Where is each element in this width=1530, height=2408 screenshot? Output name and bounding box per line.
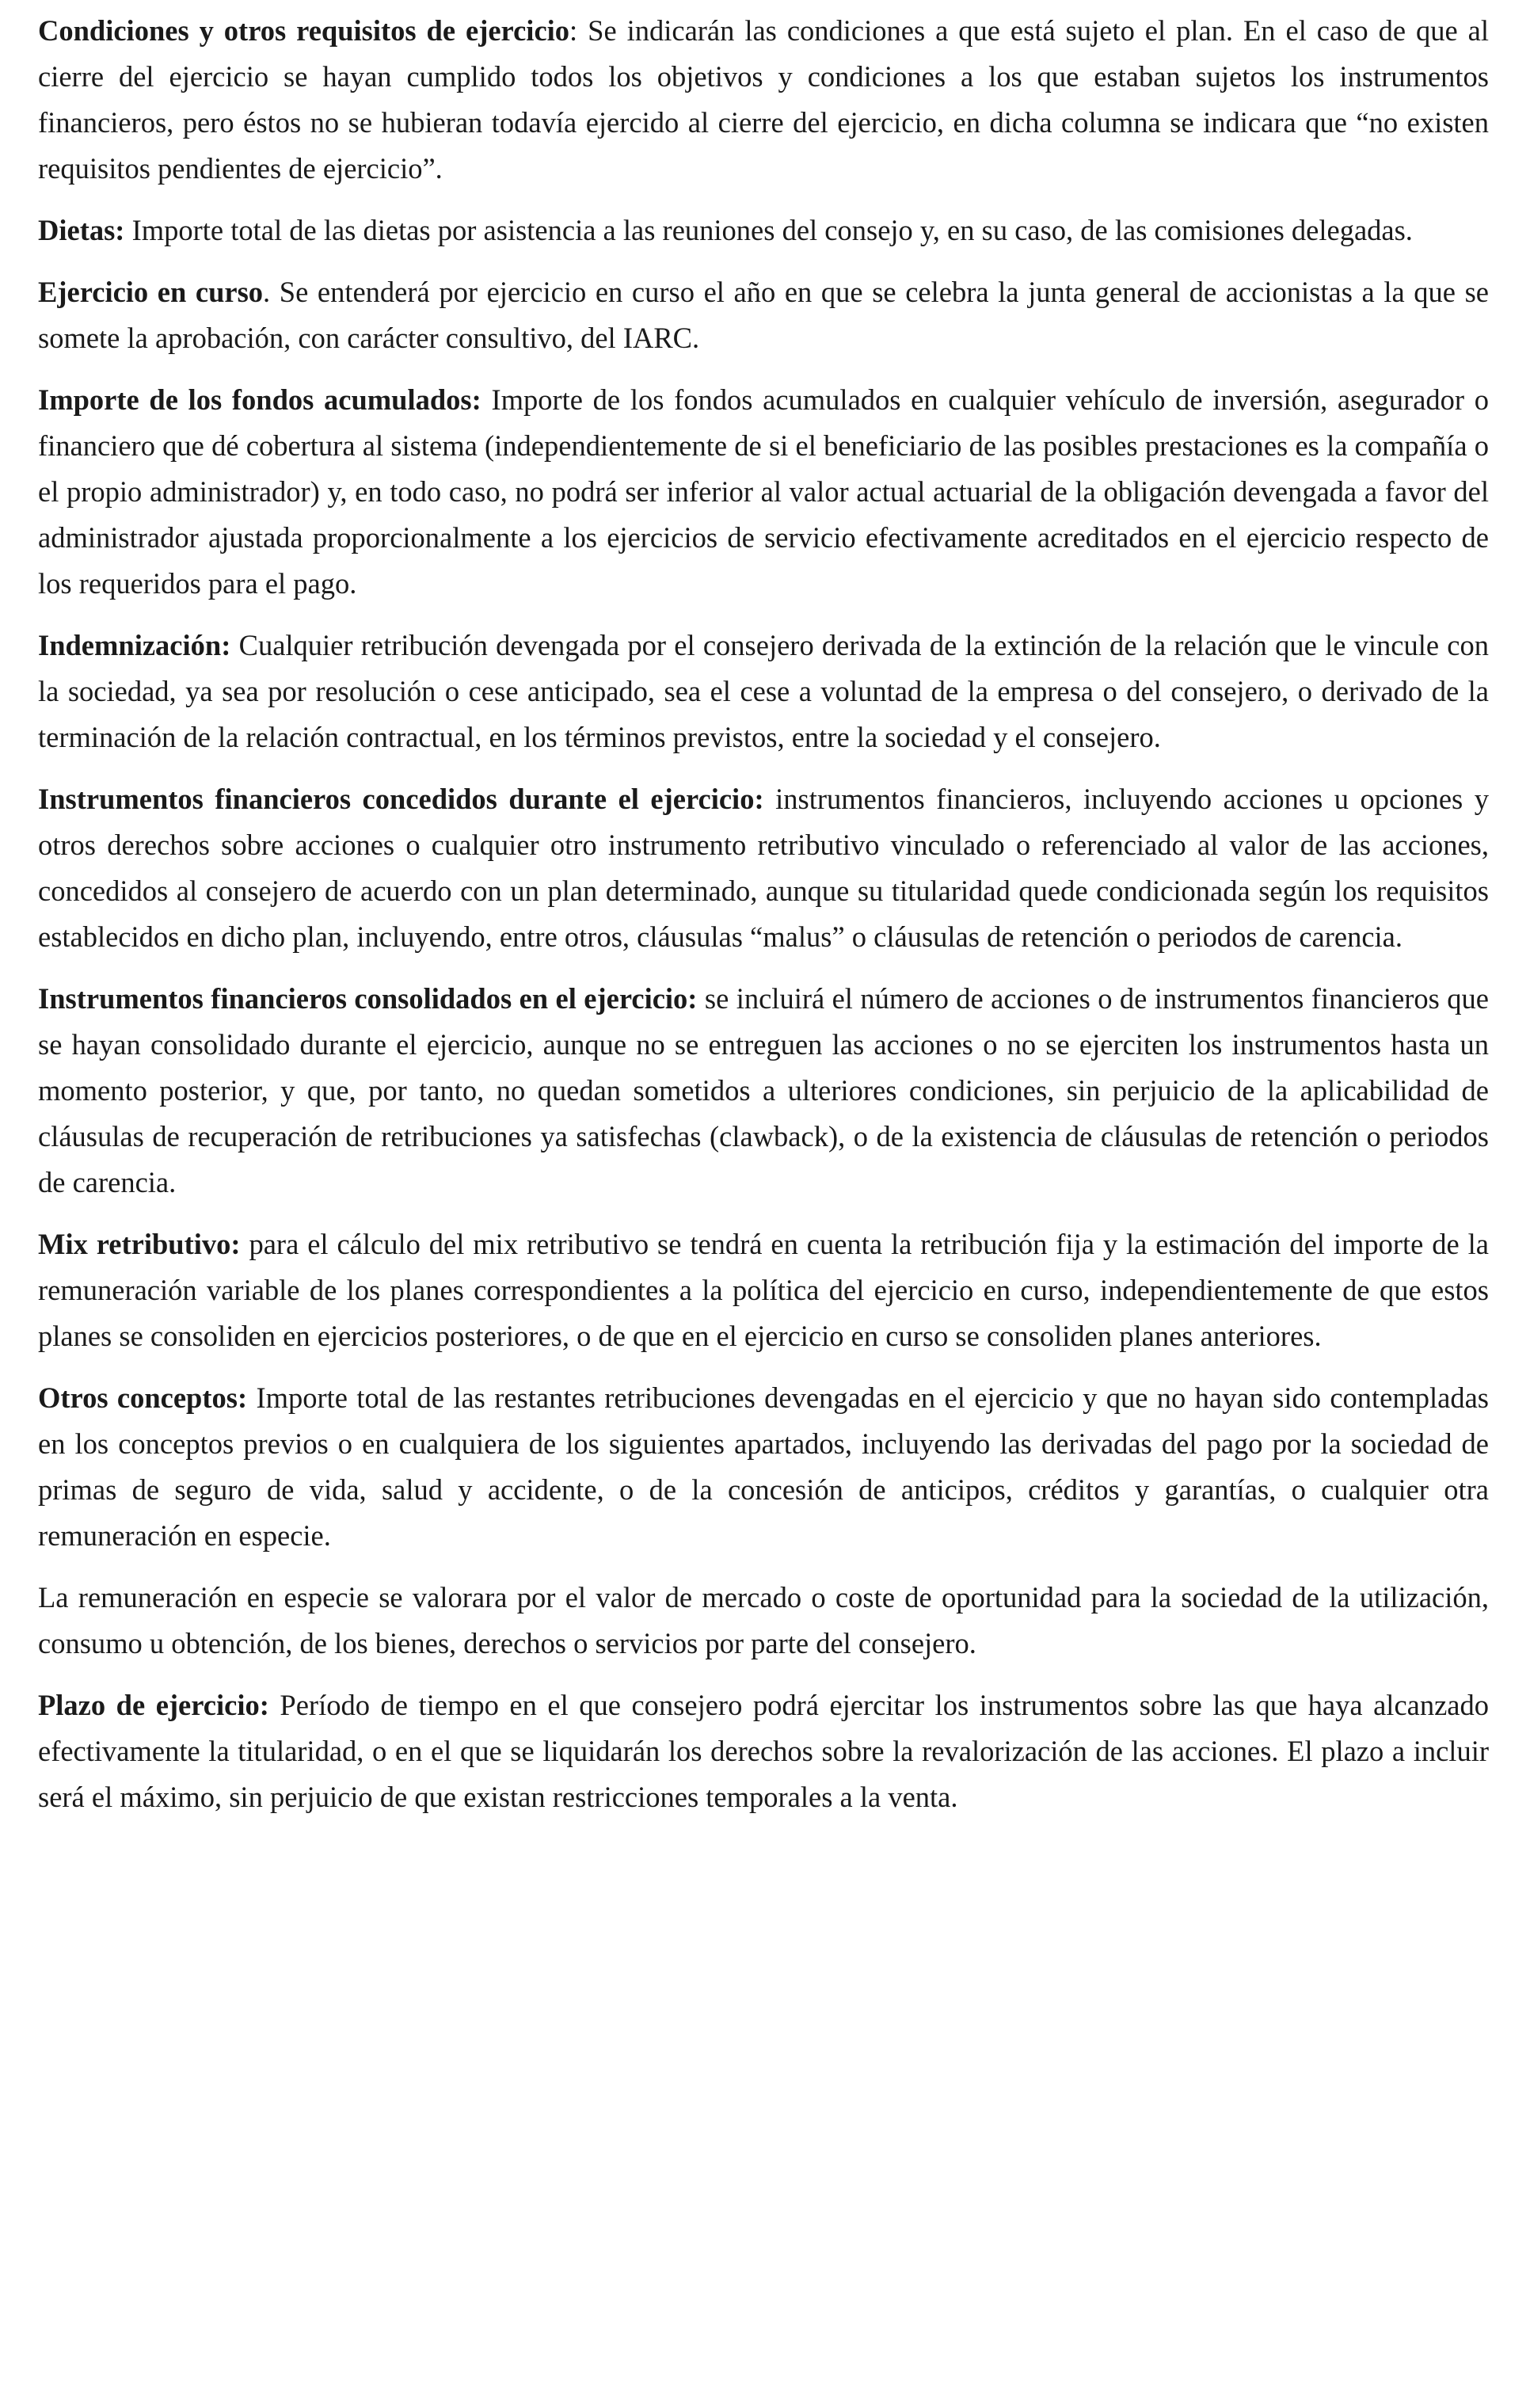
definition-text: Importe total de las restantes retribuciones devengadas en el ejercicio y que no hayan sido contempladas en los conceptos previos o en cualquiera de los siguientes apartados, incluyendo las derivadas del pago por la sociedad de primas de seguro de vida, salud y accidente, o de la concesión de anticipos, créditos y garantías, o cualquier otra remuneración en especie. xyxy=(38,1381,1490,1552)
definition-term: Otros conceptos: xyxy=(38,1381,248,1414)
definition-term: Ejercicio en curso xyxy=(38,276,264,308)
definition-condiciones xyxy=(38,8,1489,192)
definition-term: Condiciones y otros requisitos de ejercicio xyxy=(38,14,570,47)
definition-separator xyxy=(269,1689,280,1721)
definition-text: Cualquier retribución devengada por el consejero derivada de la extinción de la relación que le vincule con la sociedad, ya sea por resolución o cese anticipado, sea el cese a voluntad de la empresa o del consejero, o derivado de la terminación de la relación contractual, en los términos previstos, entre la sociedad y el consejero. xyxy=(38,629,1490,753)
definition-text: Período de tiempo en el que consejero podrá ejercitar los instrumentos sobre las que haya alcanzado efectivamente la titularidad, o en el que se liquidarán los derechos sobre la revalorización de las acciones. El plazo a incluir será el máximo, sin perjuicio de que existan restricciones temporales a la venta. xyxy=(38,1689,1490,1813)
definition-otros-conceptos xyxy=(38,1375,1489,1559)
definition-separator xyxy=(697,982,704,1015)
definition-term: Indemnización: xyxy=(38,629,231,661)
definition-instrumentos-concedidos xyxy=(38,776,1489,960)
definition-term: Importe de los fondos acumulados: xyxy=(38,383,481,416)
definition-separator xyxy=(481,383,492,416)
definition-text: Importe de los fondos acumulados en cualquier vehículo de inversión, asegurador o financiero que dé cobertura al sistema (independientemente de si el beneficiario de las posibles prestaciones es la compañía o el propio administrador) y, en todo caso, no podrá ser inferior al valor actual actuarial de la obligación devengada a favor del administrador ajustada proporcionalmente a los ejercicios de servicio efectivamente acreditados en el ejercicio respecto de los requeridos para el pago. xyxy=(38,383,1489,600)
definition-fondos-acumulados xyxy=(38,377,1489,607)
definition-term: Mix retributivo: xyxy=(38,1228,241,1260)
definition-text: para el cálculo del mix retributivo se tendrá en cuenta la retribución fija y la estimación del importe de la remuneración variable de los planes correspondientes a la política del ejercicio en curso, independientemente de que estos planes se consoliden en ejercicios posteriores, o de que en el ejercicio en curso se consoliden planes anteriores. xyxy=(38,1228,1489,1352)
definition-separator xyxy=(241,1228,249,1260)
definition-term: Plazo de ejercicio: xyxy=(38,1689,269,1721)
paragraph-remuneracion-especie xyxy=(38,1575,1489,1667)
definition-ejercicio-en-curso xyxy=(38,269,1489,361)
definition-text: Importe total de las dietas por asistencia a las reuniones del consejo y, en su caso, de las comisiones delegadas. xyxy=(131,214,1413,246)
definition-indemnizacion xyxy=(38,623,1489,760)
definition-text: Se entenderá por ejercicio en curso el año en que se celebra la junta general de accionistas a la que se somete la aprobación, con carácter consultivo, del IARC. xyxy=(38,276,1489,354)
definition-text: La remuneración en especie se valorara por el valor de mercado o coste de oportunidad para la sociedad de la utilización, consumo u obtención, de los bienes, derechos o servicios por parte del consejero. xyxy=(38,1581,1489,1659)
definition-separator xyxy=(230,629,238,661)
definition-text: se incluirá el número de acciones o de instrumentos financieros que se hayan consolidado durante el ejercicio, aunque no se entreguen las acciones o no se ejerciten los instrumentos hasta un momento posterior, y que, por tanto, no quedan sometidos a ulteriores condiciones, sin perjuicio de la aplicabilidad de cláusulas de recuperación de retribuciones ya satisfechas (clawback), o de la existencia de cláusulas de retención o periodos de carencia. xyxy=(38,982,1490,1198)
definition-separator xyxy=(247,1381,256,1414)
definition-term: Dietas: xyxy=(38,214,125,246)
document-page xyxy=(38,8,1489,1836)
definition-separator: : xyxy=(569,14,588,47)
definition-instrumentos-consolidados xyxy=(38,976,1489,1206)
definition-separator: . xyxy=(263,276,280,308)
definition-dietas xyxy=(38,208,1489,253)
definition-separator xyxy=(124,214,131,246)
definition-separator xyxy=(764,783,776,815)
definition-text: instrumentos financieros, incluyendo acciones u opciones y otros derechos sobre acciones o cualquier otro instrumento retributivo vinculado o referenciado al valor de las acciones, concedidos al consejero de acuerdo con un plan determinado, aunque su titularidad quede condicionada según los requisitos establecidos en dicho plan, incluyendo, entre otros, cláusulas “malus” o cláusulas de retención o periodos de carencia. xyxy=(38,783,1489,953)
definition-term: Instrumentos financieros concedidos durante el ejercicio: xyxy=(38,783,764,815)
definition-plazo-ejercicio xyxy=(38,1682,1489,1820)
definition-mix-retributivo xyxy=(38,1221,1489,1359)
definition-term: Instrumentos financieros consolidados en el ejercicio: xyxy=(38,982,698,1015)
definition-text: Se indicarán las condiciones a que está sujeto el plan. En el caso de que al cierre del ejercicio se hayan cumplido todos los objetivos y condiciones a los que estaban sujetos los instrumentos financieros, pero éstos no se hubieran todavía ejercido al cierre del ejercicio, en dicha columna se indicara que “no existen requisitos pendientes de ejercicio”. xyxy=(38,14,1489,185)
